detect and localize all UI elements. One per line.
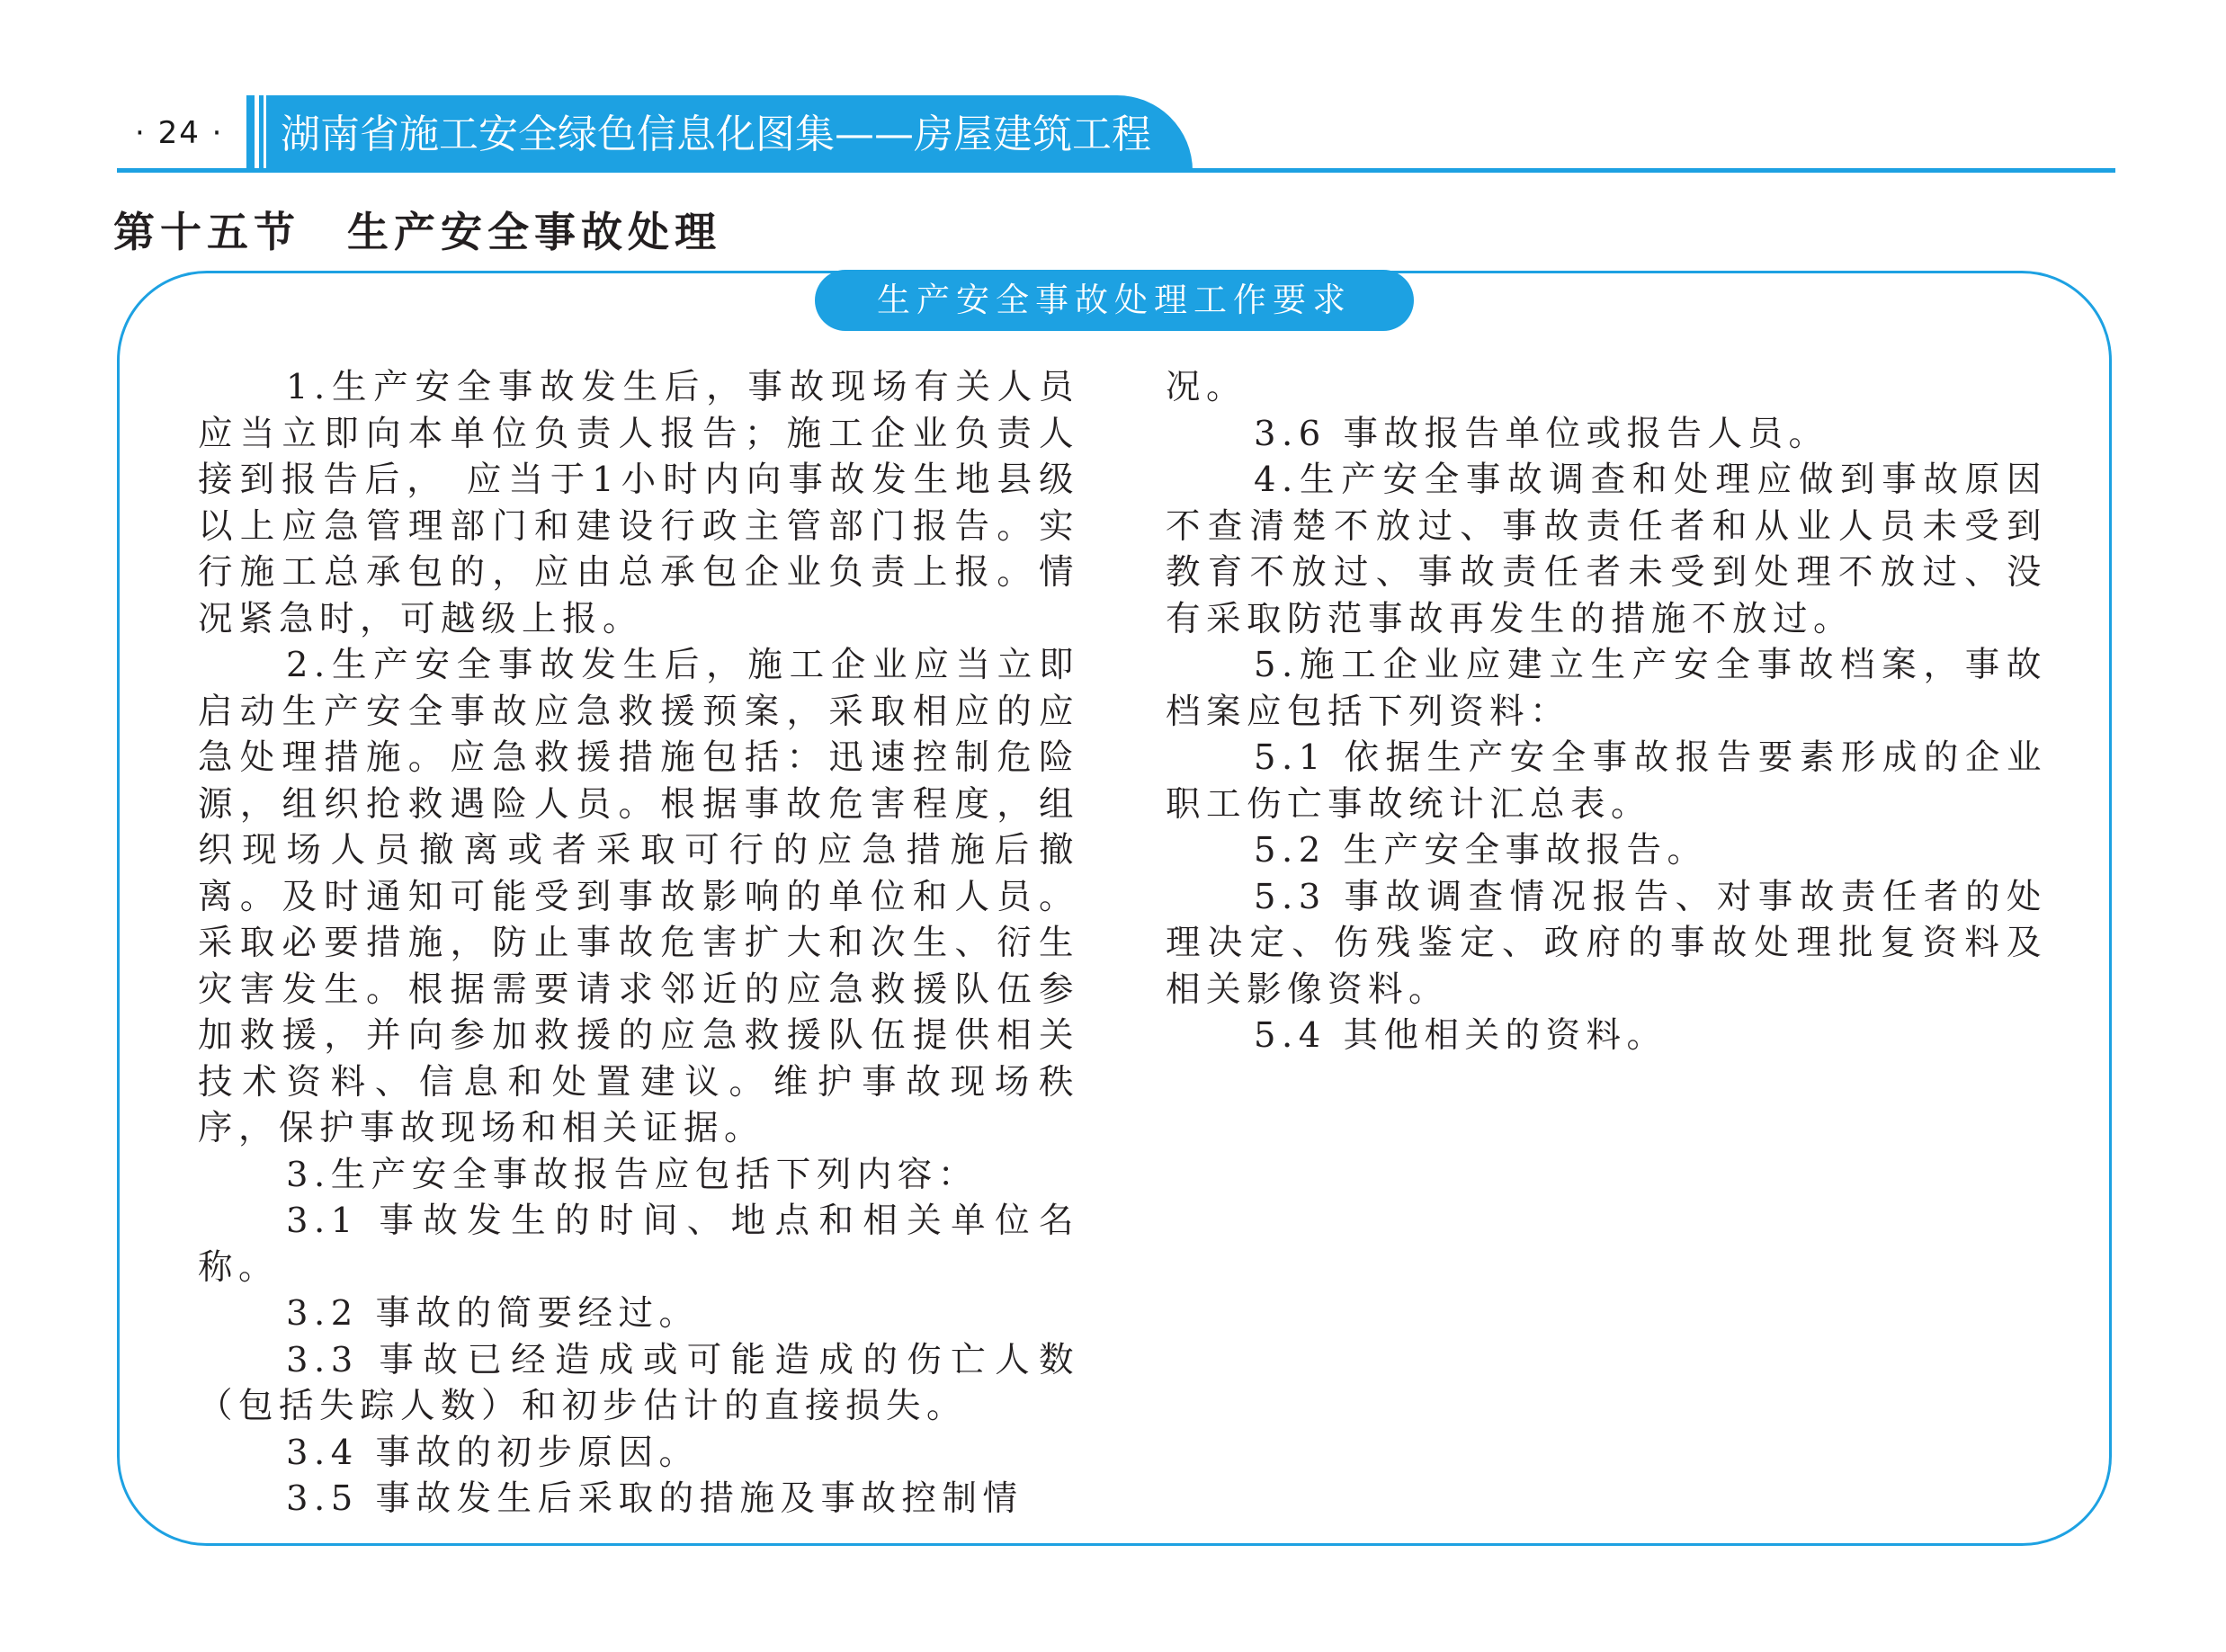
paragraph-3-5: 3.5 事故发生后采取的措施及事故控制情	[286, 1478, 1024, 1519]
paragraph-5-2: 5.2 生产安全事故报告。	[1254, 830, 1708, 871]
paragraph-4: 4.生产安全事故调查和处理应做到事故原因不查清楚不放过、事故责任者和从业人员未受到教育不放过、事故责任者未受到处理不放过、没有采取防范事故再发生的措施不放过。	[1166, 460, 2047, 639]
paragraph-5: 5.施工企业应建立生产安全事故档案，事故档案应包括下列资料：	[1166, 645, 2047, 732]
paragraph-3-3: 3.3 事故已经造成或可能造成的伤亡人数（包括失踪人数）和初步估计的直接损失。	[198, 1339, 1079, 1426]
paragraph-2: 2.生产安全事故发生后，施工企业应当立即启动生产安全事故应急救援预案，采取相应的应急处理措施。应急救援措施包括：迅速控制危险源，组织抢救遇险人员。根据事故危害程度，组织现场人员撤离或者采取可行的应急措施后撤离。及时通知可能受到事故影响的单位和人员。采取必要措施，防止事故危害扩大和次生、衍生灾害发生。根据需要请求邻近的应急救援队伍参加救援，并向参加救援的应急救援队伍提供相关技术资料、信息和处置建议。维护事故现场秩序，保护事故现场和相关证据。	[198, 645, 1079, 1148]
book-title: 湖南省施工安全绿色信息化图集——房屋建筑工程	[281, 112, 1151, 157]
paragraph-3-1: 3.1 事故发生的时间、地点和相关单位名称。	[198, 1201, 1079, 1288]
header-rule	[117, 168, 2115, 173]
header-accent-bar	[246, 95, 255, 171]
section-title: 第十五节 生产安全事故处理	[113, 208, 721, 256]
paragraph-5-4: 5.4 其他相关的资料。	[1254, 1015, 1667, 1056]
header-accent-bar-thin	[259, 95, 264, 171]
page-number: · 24 ·	[135, 115, 224, 151]
box-title: 生产安全事故处理工作要求	[877, 281, 1352, 319]
right-text-column	[1166, 364, 2047, 1059]
paragraph-3-5-continued: 况。	[1166, 367, 1247, 407]
paragraph-3-2: 3.2 事故的简要经过。	[286, 1293, 700, 1334]
paragraph-3-6: 3.6 事故报告单位或报告人员。	[1254, 413, 1829, 454]
paragraph-3-4: 3.4 事故的初步原因。	[286, 1432, 700, 1473]
paragraph-5-3: 5.3 事故调查情况报告、对事故责任者的处理决定、伤残鉴定、政府的事故处理批复资料及相关影像资料。	[1166, 876, 2047, 1010]
paragraph-5-1: 5.1 依据生产安全事故报告要素形成的企业职工伤亡事故统计汇总表。	[1166, 737, 2047, 825]
paragraph-3: 3.生产安全事故报告应包括下列内容：	[286, 1154, 979, 1195]
left-text-column	[198, 364, 1079, 1523]
paragraph-1: 1.生产安全事故发生后，事故现场有关人员应当立即向本单位负责人报告；施工企业负责人接到报告后， 应当于1小时内向事故发生地县级以上应急管理部门和建设行政主管部门报告。实行施工总承包的，应由总承包企业负责上报。情况紧急时，可越级上报。	[198, 367, 1079, 639]
